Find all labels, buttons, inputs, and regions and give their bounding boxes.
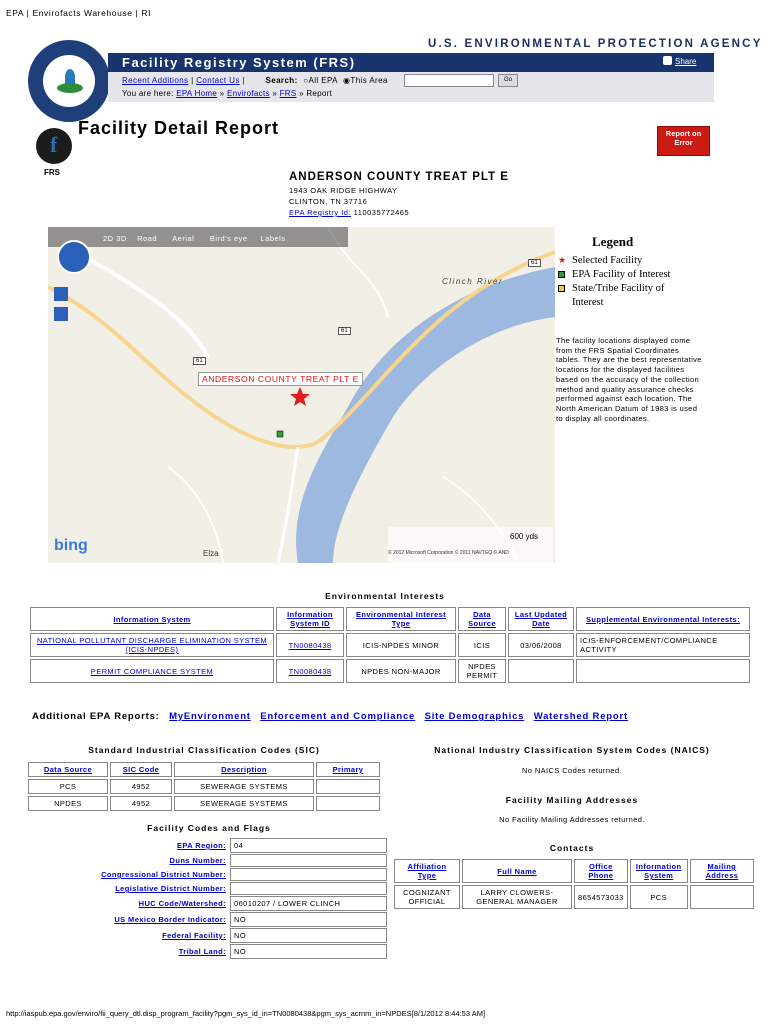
code-row: EPA Region: 04: [31, 838, 387, 853]
bing-logo: bing: [54, 537, 88, 554]
frs-logo-caption: FRS: [44, 168, 60, 177]
col-mailing-address[interactable]: Mailing Address: [690, 859, 754, 883]
share-link[interactable]: Share: [675, 57, 697, 66]
col-data-source[interactable]: Data Source: [458, 607, 506, 631]
table-row: PERMIT COMPLIANCE SYSTEM TN0080438 NPDES NON-MAJOR NPDES PERMIT: [30, 659, 750, 683]
col-sic-description[interactable]: Description: [174, 762, 314, 777]
enforcement-link[interactable]: Enforcement and Compliance: [260, 711, 416, 722]
env-interests-table: [28, 605, 752, 685]
page-title: Facility Detail Report: [78, 118, 280, 138]
agency-name: U.S. ENVIRONMENTAL PROTECTION AGENCY: [428, 38, 763, 50]
report-error-button[interactable]: Report on Error: [657, 126, 710, 156]
col-full-name[interactable]: Full Name: [462, 859, 572, 883]
contacts-table: [392, 857, 756, 911]
yellow-square-icon: [558, 285, 565, 292]
col-affiliation-type[interactable]: Affiliation Type: [394, 859, 460, 883]
additional-reports: Additional EPA Reports: MyEnvironment Enforcement and Compliance Site Demographics Watershed Report: [32, 711, 628, 722]
code-row: Tribal Land: NO: [31, 944, 387, 959]
myenvironment-link[interactable]: MyEnvironment: [169, 711, 251, 722]
watershed-report-link[interactable]: Watershed Report: [533, 711, 628, 722]
col-supplemental[interactable]: Supplemental Environmental Interests:: [576, 607, 750, 631]
radio-this-area[interactable]: ◉: [343, 76, 351, 85]
info-system-link[interactable]: PERMIT COMPLIANCE SYSTEM: [90, 666, 214, 676]
share-icon[interactable]: [663, 56, 672, 65]
code-row: Federal Facility: NO: [31, 928, 387, 943]
green-square-icon: [558, 271, 565, 278]
code-row: US Mexico Border Indicator: NO: [31, 912, 387, 927]
breadcrumb-envirofacts[interactable]: Envirofacts: [226, 89, 270, 98]
radio-all-epa[interactable]: ○: [303, 76, 309, 85]
frs-logo-icon: f: [36, 128, 72, 164]
code-row: Duns Number:: [31, 854, 387, 867]
epa-seal-logo[interactable]: [28, 40, 110, 122]
mailing-heading: Facility Mailing Addresses: [505, 795, 639, 805]
contact-us-link[interactable]: Contact Us: [196, 76, 240, 85]
map-legend: [558, 254, 692, 310]
legend-item: EPA Facility of Interest: [558, 268, 692, 282]
route-61-shield: 61: [528, 259, 541, 267]
search-label: Search:: [265, 76, 298, 85]
utility-row: Recent Additions | Contact Us | Search: ○All EPA ◉This Area: [122, 76, 388, 85]
codes-heading: Facility Codes and Flags: [147, 823, 271, 833]
col-last-updated[interactable]: Last Updated Date: [508, 607, 574, 631]
legend-title: Legend: [592, 234, 634, 249]
print-header: EPA | Envirofacts Warehouse | RI: [6, 8, 152, 18]
code-row: Congressional District Number:: [31, 868, 387, 881]
site-demographics-link[interactable]: Site Demographics: [424, 711, 525, 722]
table-row: NPDES 4952 SEWERAGE SYSTEMS: [28, 796, 380, 811]
breadcrumb-epa-home[interactable]: EPA Home: [176, 89, 218, 98]
sic-heading: Standard Industrial Classification Codes (SIC): [88, 745, 320, 755]
info-system-id-link[interactable]: TN0080438: [288, 666, 332, 676]
place-elza: Elza: [203, 549, 219, 558]
table-row: NATIONAL POLLUTANT DISCHARGE ELIMINATION SYSTEM (ICIS-NPDES) TN0080438 ICIS-NPDES MINOR ICIS 03/06/2008 ICIS-ENFORCEMENT/COMPLIANCE ACTIVITY: [30, 633, 750, 657]
naics-heading: National Industry Classification System Codes (NAICS): [434, 745, 710, 755]
print-footer-url: http://iaspub.epa.gov/enviro/fii_query_dtl.disp_program_facility?pgm_sys_id_in=TN0080438&pgm_sys_acrnm_in=NPDES[8/1/2012 8:44:53 AM]: [6, 1009, 486, 1018]
col-sic-primary[interactable]: Primary: [316, 762, 380, 777]
col-sic-data-source[interactable]: Data Source: [28, 762, 108, 777]
col-info-system-id[interactable]: Information System ID: [276, 607, 344, 631]
mailing-empty: No Facility Mailing Addresses returned.: [499, 815, 645, 824]
facility-address: 1943 OAK RIDGE HIGHWAY CLINTON, TN 37716 EPA Registry Id: 110035772465: [289, 186, 410, 217]
col-information-system[interactable]: Information System: [630, 859, 688, 883]
code-row: Legislative District Number:: [31, 882, 387, 895]
go-button[interactable]: Go: [498, 74, 518, 87]
col-env-interest-type[interactable]: Environmental Interest Type: [346, 607, 456, 631]
col-info-system[interactable]: Information System: [30, 607, 274, 631]
col-sic-code[interactable]: SIC Code: [110, 762, 172, 777]
code-row: HUC Code/Watershed: 06010207 / LOWER CLINCH: [31, 896, 387, 911]
recent-additions-link[interactable]: Recent Additions: [122, 76, 189, 85]
legend-item: State/Tribe Facility of Interest: [558, 282, 692, 310]
naics-empty: No NAICS Codes returned.: [521, 766, 623, 775]
facility-map[interactable]: [48, 227, 555, 563]
map-scale: 600 yds: [510, 532, 539, 541]
breadcrumb: You are here: EPA Home » Envirofacts » FRS » Report: [122, 89, 333, 98]
map-note: The facility locations displayed come from the FRS Spatial Coordinates tables. They are the best representative locations for the displayed facilities based on the accuracy of the collection method and quality assurance checks performed against each location. The North American Datum of 1983 is used to display all coordinates.: [556, 336, 702, 423]
table-row: COGNIZANT OFFICIAL LARRY CLOWERS-GENERAL MANAGER 8654573033 PCS: [394, 885, 754, 909]
info-system-id-link[interactable]: TN0080438: [288, 640, 332, 650]
env-interests-heading: Environmental Interests: [325, 591, 445, 601]
breadcrumb-frs[interactable]: FRS: [279, 89, 297, 98]
codes-table: [30, 837, 388, 960]
search-input[interactable]: [404, 74, 494, 87]
site-title: Facility Registry System (FRS): [122, 55, 356, 70]
breadcrumb-report: Report: [306, 89, 333, 98]
info-system-link[interactable]: NATIONAL POLLUTANT DISCHARGE ELIMINATION SYSTEM (ICIS-NPDES): [36, 636, 268, 654]
facility-name: ANDERSON COUNTY TREAT PLT E: [289, 171, 509, 183]
legend-item: ★ Selected Facility: [558, 255, 643, 266]
contacts-heading: Contacts: [549, 843, 595, 853]
map-copyright: © 2012 Microsoft Corporation © 2011 NAVTEQ © AND: [388, 550, 509, 556]
col-office-phone[interactable]: Office Phone: [574, 859, 628, 883]
table-row: PCS 4952 SEWERAGE SYSTEMS: [28, 779, 380, 794]
route-61-shield-3: 61: [193, 357, 206, 365]
river-label: Clinch River: [442, 277, 504, 286]
facility-marker-label: ANDERSON COUNTY TREAT PLT E: [198, 372, 363, 386]
sic-table: [26, 760, 382, 813]
map-view-tabs[interactable]: 2D 3D Road Aerial Bird's eye Labels: [103, 234, 286, 243]
star-icon: ★: [558, 255, 567, 265]
registry-id-link[interactable]: EPA Registry Id:: [289, 208, 352, 217]
route-61-shield-2: 61: [338, 327, 351, 335]
